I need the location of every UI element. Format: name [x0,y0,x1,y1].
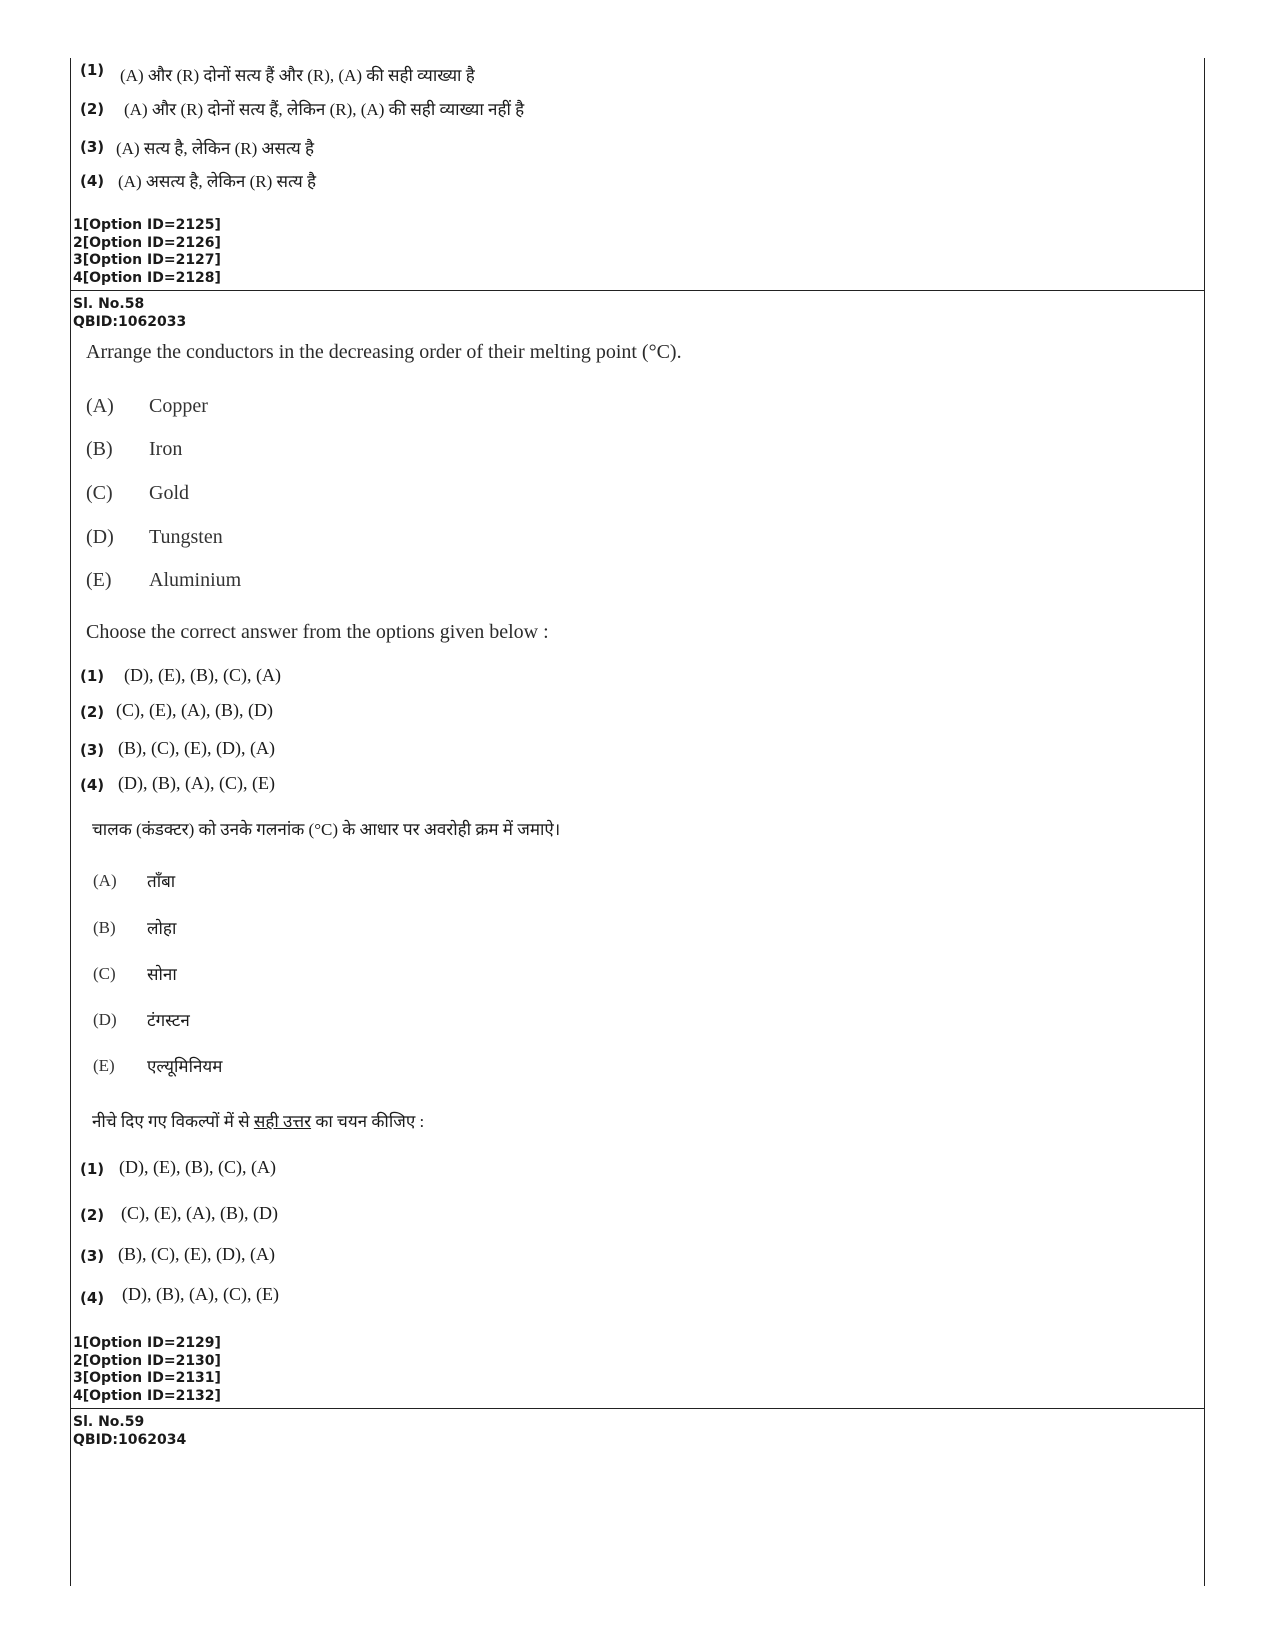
qbid: QBID:1062033 [73,313,187,330]
choose-answer-hindi: नीचे दिए गए विकल्पों में से सही उत्तर का चयन कीजिए : [92,1112,425,1131]
question-divider [70,1408,1205,1409]
prev-option-ids [73,217,221,287]
item-label: (C) [93,964,116,983]
serial-number: Sl. No.58 [73,296,145,312]
item-text: Iron [149,438,183,460]
item-label: (B) [93,918,116,937]
item-text: लोहा [147,919,177,938]
prev-option-2-number: (2) [80,100,105,118]
item-text: Gold [149,482,189,504]
option-id-line: 4[Option ID=2128] [73,269,221,286]
option-4-number: (4) [80,1289,105,1307]
serial-number: Sl. No.59 [73,1414,145,1430]
option-id-line: 3[Option ID=2131] [73,1370,221,1386]
option-4-text: (D), (B), (A), (C), (E) [118,773,275,793]
prev-option-2-text: (A) और (R) दोनों सत्य हैं, लेकिन (R), (A) की सही व्याख्या नहीं है [124,100,525,119]
option-1-text: (D), (E), (B), (C), (A) [119,1157,276,1177]
prev-option-3-text: (A) सत्य है, लेकिन (R) असत्य है [116,139,315,158]
item-label: (C) [86,482,113,504]
item-label: (A) [93,871,117,890]
item-text: Tungsten [149,526,223,548]
item-text: टंगस्टन [147,1011,190,1030]
option-3-number: (3) [80,741,105,759]
q58-header [73,296,186,331]
item-label: (D) [86,526,114,548]
item-text: एल्यूमिनियम [147,1057,223,1076]
item-label: (B) [86,438,113,460]
option-id-line: 2[Option ID=2126] [73,234,221,251]
underlined-text: सही उत्तर [253,1112,312,1131]
prev-option-4-text: (A) असत्य है, लेकिन (R) सत्य है [118,172,317,191]
option-1-number: (1) [80,1160,105,1178]
q59-header [73,1414,186,1449]
prev-option-4-number: (4) [80,172,105,190]
qbid: QBID:1062034 [73,1431,187,1448]
item-label: (E) [93,1056,115,1075]
option-id-line: 1[Option ID=2129] [73,1335,221,1351]
option-3-text: (B), (C), (E), (D), (A) [118,1244,275,1264]
option-3-number: (3) [80,1247,105,1265]
option-id-line: 3[Option ID=2127] [73,252,221,268]
option-2-text: (C), (E), (A), (B), (D) [116,700,273,720]
prev-option-1-number: (1) [80,61,105,79]
option-2-number: (2) [80,703,105,721]
item-label: (A) [86,395,114,417]
option-1-text: (D), (E), (B), (C), (A) [124,665,281,685]
option-1-number: (1) [80,667,105,685]
item-text: ताँबा [147,872,176,891]
option-id-line: 2[Option ID=2130] [73,1352,221,1369]
option-4-text: (D), (B), (A), (C), (E) [122,1284,279,1304]
q58-option-ids [73,1335,221,1405]
option-2-number: (2) [80,1206,105,1224]
item-text: सोना [147,965,177,984]
q58-question-english: Arrange the conductors in the decreasing order of their melting point (°C). [86,341,682,363]
prev-option-3-number: (3) [80,138,105,156]
item-label: (E) [86,569,112,591]
item-text: Copper [149,395,208,417]
q58-question-hindi: चालक (कंडक्टर) को उनके गलनांक (°C) के आधार पर अवरोही क्रम में जमाऐ। [92,820,561,839]
option-3-text: (B), (C), (E), (D), (A) [118,738,275,758]
choose-answer-english: Choose the correct answer from the options given below : [86,621,549,643]
item-label: (D) [93,1010,117,1029]
option-2-text: (C), (E), (A), (B), (D) [121,1203,278,1223]
option-4-number: (4) [80,776,105,794]
option-id-line: 4[Option ID=2132] [73,1387,221,1404]
prev-option-1-text: (A) और (R) दोनों सत्य हैं और (R), (A) की सही व्याख्या है [120,66,475,85]
option-id-line: 1[Option ID=2125] [73,217,221,233]
question-divider [70,290,1205,291]
item-text: Aluminium [149,569,242,591]
